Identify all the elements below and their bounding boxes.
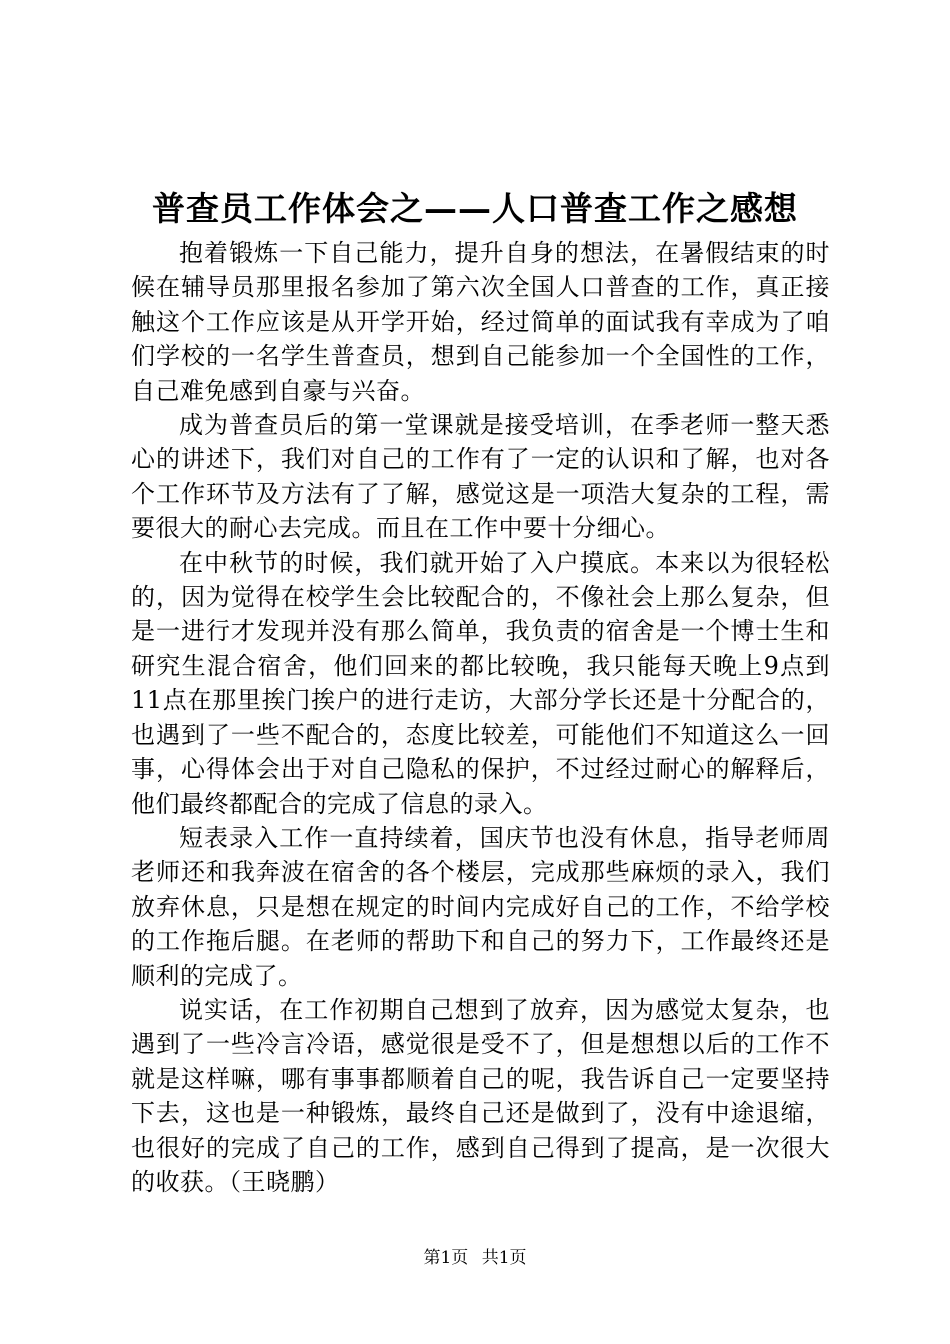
page-number-total: 共1页 [481, 1248, 527, 1268]
document-body [131, 236, 830, 1199]
page-footer [0, 1243, 950, 1268]
paragraph-1: 抱着锻炼一下自己能力，提升自身的想法，在暑假结束的时候在辅导员那里报名参加了第六次全国人口普查的工作，真正接触这个工作应该是从开学开始，经过简单的面试我有幸成为了咱们学校的一名学生普查员，想到自己能参加一个全国性的工作，自己难免感到自豪与兴奋。 [131, 239, 830, 405]
document-title: 普查员工作体会之——人口普查工作之感想 [152, 189, 798, 228]
paragraph-5: 说实话，在工作初期自己想到了放弃，因为感觉太复杂，也遇到了一些冷言冷语，感觉很是受不了，但是想想以后的工作不就是这样嘛，哪有事事都顺着自己的呢，我告诉自己一定要坚持下去，这也是一种锻炼，最终自己还是做到了，没有中途退缩，也很好的完成了自己的工作，感到自己得到了提高，是一次很大的收获。（王晓鹏） [131, 995, 830, 1196]
page-number-current: 第1页 [423, 1248, 469, 1268]
paragraph-3: 在中秋节的时候，我们就开始了入户摸底。本来以为很轻松的，因为觉得在校学生会比较配合的，不像社会上那么复杂，但是一进行才发现并没有那么简单，我负责的宿舍是一个博士生和研究生混合宿舍，他们回来的都比较晚，我只能每天晚上9点到11点在那里挨门挨户的进行走访，大部分学长还是十分配合的，也遇到了一些不配合的，态度比较差，可能他们不知道这么一回事，心得体会出于对自己隐私的保护，不过经过耐心的解释后，他们最终都配合的完成了信息的录入。 [131, 548, 830, 818]
paragraph-2: 成为普查员后的第一堂课就是接受培训，在季老师一整天悉心的讲述下，我们对自己的工作有了一定的认识和了解，也对各个工作环节及方法有了了解，感觉这是一项浩大复杂的工程，需要很大的耐心去完成。而且在工作中要十分细心。 [131, 411, 830, 543]
paragraph-4: 短表录入工作一直持续着，国庆节也没有休息，指导老师周老师还和我奔波在宿舍的各个楼层，完成那些麻烦的录入，我们放弃休息，只是想在规定的时间内完成好自己的工作，不给学校的工作拖后腿。在老师的帮助下和自己的努力下，工作最终还是顺利的完成了。 [131, 823, 830, 990]
